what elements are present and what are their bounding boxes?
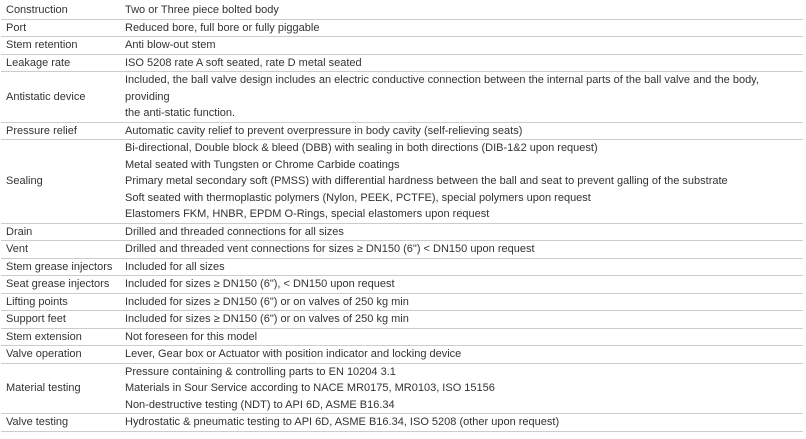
- spec-value: [120, 293, 803, 311]
- spec-row: [1, 346, 803, 364]
- spec-label: Drain: [1, 223, 120, 241]
- spec-row: [1, 293, 803, 311]
- spec-value-line: Included for sizes ≥ DN150 (6") or on valves of 250 kg min: [125, 295, 409, 308]
- spec-label: Leakage rate: [1, 54, 120, 72]
- spec-value: [120, 37, 803, 55]
- spec-value-line: Drilled and threaded vent connections for sizes ≥ DN150 (6") < DN150 upon request: [125, 243, 535, 255]
- spec-value-line: Automatic cavity relief to prevent overpressure in body cavity (self-relieving seats): [125, 124, 523, 137]
- spec-value-line: the anti-static function.: [125, 107, 236, 119]
- spec-value-line: Pressure containing & controlling parts to EN 10204 3.1: [125, 365, 396, 378]
- spec-value-line: Not foreseen for this model: [125, 330, 258, 343]
- spec-row: [1, 363, 803, 414]
- spec-label: Seat grease injectors: [1, 276, 120, 294]
- spec-row: [1, 140, 803, 224]
- spec-row: [1, 19, 803, 37]
- spec-label: Valve operation: [1, 346, 120, 364]
- spec-value-line: Included for sizes ≥ DN150 (6") or on valves of 250 kg min: [125, 313, 409, 325]
- spec-value: [120, 223, 803, 241]
- spec-label: Vent: [1, 241, 120, 259]
- spec-row: [1, 0, 803, 19]
- spec-label: Sealing: [1, 140, 120, 224]
- spec-value: [120, 140, 803, 224]
- spec-value: [120, 19, 803, 37]
- spec-label: Pressure relief: [1, 122, 120, 140]
- spec-value-line: Bi-directional, Double block & bleed (DBB) with sealing in both directions (DIB-1&2 upon request): [125, 142, 598, 154]
- spec-value: [120, 363, 803, 414]
- spec-label: Valve testing: [1, 414, 120, 432]
- spec-value-line: Primary metal secondary soft (PMSS) with differential hardness between the ball and seat to prevent galling of the substrate: [125, 175, 728, 187]
- spec-value-line: Hydrostatic & pneumatic testing to API 6D, ASME B16.34, ISO 5208 (other upon request): [125, 416, 560, 428]
- spec-value: [120, 346, 803, 364]
- spec-label: Lifting points: [1, 293, 120, 311]
- spec-value-line: Included for all sizes: [125, 260, 225, 273]
- spec-value-line: Two or Three piece bolted body: [125, 4, 279, 16]
- spec-row: [1, 241, 803, 259]
- spec-value-line: Included, the ball valve design includes an electric conductive connection between the internal parts of the ball valve and the body, providing: [125, 74, 759, 103]
- spec-value: [120, 414, 803, 432]
- spec-label: Port: [1, 19, 120, 37]
- spec-value-line: Metal seated with Tungsten or Chrome Carbide coatings: [125, 158, 400, 171]
- spec-value-line: Included for sizes ≥ DN150 (6"), < DN150 upon request: [125, 278, 395, 290]
- spec-label: Stem grease injectors: [1, 258, 120, 276]
- spec-row: [1, 258, 803, 276]
- spec-label: Material testing: [1, 363, 120, 414]
- spec-label: Stem retention: [1, 37, 120, 55]
- spec-value-line: ISO 5208 rate A soft seated, rate D metal seated: [125, 56, 362, 69]
- spec-row: [1, 122, 803, 140]
- spec-value: [120, 72, 803, 123]
- spec-value-line: Elastomers FKM, HNBR, EPDM O-Rings, special elastomers upon request: [125, 208, 490, 220]
- spec-value-line: Reduced bore, full bore or fully piggable: [125, 21, 320, 34]
- spec-table-body: [1, 0, 803, 431]
- spec-label: Construction: [1, 0, 120, 19]
- spec-value: [120, 276, 803, 294]
- spec-row: [1, 414, 803, 432]
- spec-value-line: Lever, Gear box or Actuator with position indicator and locking device: [125, 348, 462, 360]
- spec-value-line: Drilled and threaded connections for all sizes: [125, 225, 344, 238]
- spec-value: [120, 122, 803, 140]
- spec-value-line: Soft seated with thermoplastic polymers (Nylon, PEEK, PCTFE), special polymers upon request: [125, 191, 591, 204]
- spec-value: [120, 54, 803, 72]
- spec-label: Stem extension: [1, 328, 120, 346]
- spec-row: [1, 72, 803, 123]
- spec-row: [1, 311, 803, 329]
- spec-label: Antistatic device: [1, 72, 120, 123]
- spec-row: [1, 276, 803, 294]
- spec-value: [120, 258, 803, 276]
- spec-row: [1, 328, 803, 346]
- spec-row: [1, 54, 803, 72]
- spec-value: [120, 0, 803, 19]
- spec-value-line: Anti blow-out stem: [125, 39, 216, 51]
- spec-value-line: Non-destructive testing (NDT) to API 6D, ASME B16.34: [125, 398, 395, 411]
- spec-value: [120, 241, 803, 259]
- spec-value: [120, 311, 803, 329]
- spec-value: [120, 328, 803, 346]
- spec-row: [1, 223, 803, 241]
- spec-label: Support feet: [1, 311, 120, 329]
- spec-value-line: Materials in Sour Service according to NACE MR0175, MR0103, ISO 15156: [125, 382, 495, 394]
- spec-table: [1, 0, 803, 432]
- spec-row: [1, 37, 803, 55]
